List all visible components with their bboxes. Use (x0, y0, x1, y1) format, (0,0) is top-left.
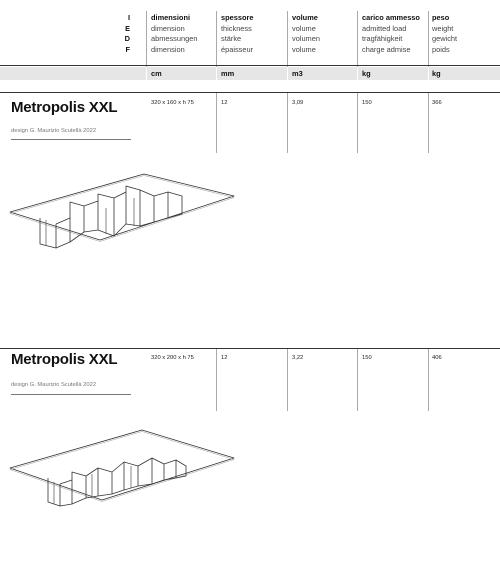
column-label-en: thickness (221, 23, 252, 33)
unit-dimension: cm (151, 69, 162, 78)
unit-divider (287, 67, 288, 80)
spec-thickness: 12 (221, 355, 228, 361)
table-line-drawing (8, 168, 238, 268)
product-designer: design G. Maurizio Scutellà 2022 (11, 128, 97, 134)
row-top-rule (0, 348, 500, 349)
column-label-en: weight (432, 23, 454, 33)
column-label-it: carico ammesso (362, 13, 420, 22)
spec-weight: 406 (432, 355, 442, 361)
lang-code-it: I (127, 13, 130, 22)
unit-thickness: mm (221, 69, 235, 78)
spec-dimension: 320 x 200 x h 75 (151, 355, 194, 361)
column-label-de: gewicht (432, 34, 458, 44)
product-designer: design G. Maurizio Scutellà 2022 (11, 382, 97, 388)
lang-code-fr: F (125, 44, 130, 54)
lang-code-de: D (124, 34, 130, 44)
column-label-fr: épaisseur (221, 44, 254, 54)
column-weight-header (432, 13, 457, 55)
column-label-fr: dimension (151, 44, 185, 54)
column-dimension-header (151, 13, 197, 55)
column-divider (287, 93, 288, 153)
column-label-de: tragfähigkeit (362, 34, 403, 44)
spec-volume: 3,22 (292, 355, 304, 361)
unit-divider (146, 67, 147, 80)
unit-divider (357, 67, 358, 80)
column-divider (287, 349, 288, 411)
spec-load: 150 (362, 100, 372, 106)
lang-code-en: E (125, 23, 130, 33)
designer-underline (11, 139, 131, 140)
column-label-it: volume (292, 13, 318, 22)
column-label-fr: charge admise (362, 44, 411, 54)
designer-underline (11, 394, 131, 395)
unit-divider (428, 67, 429, 80)
unit-divider (216, 67, 217, 80)
column-label-de: abmessungen (151, 34, 198, 44)
column-volume-header (292, 13, 320, 55)
header-rule (0, 65, 500, 66)
column-label-en: admitted load (362, 23, 407, 33)
product-name: Metropolis XXL (11, 99, 118, 116)
column-divider (357, 349, 358, 411)
unit-weight: kg (432, 69, 441, 78)
product-name: Metropolis XXL (11, 351, 118, 368)
unit-load: kg (362, 69, 371, 78)
column-label-fr: poids (432, 44, 450, 54)
spec-dimension: 320 x 160 x h 75 (151, 100, 194, 106)
column-divider (216, 349, 217, 411)
column-divider (357, 93, 358, 153)
column-thickness-header (221, 13, 253, 55)
column-label-it: spessore (221, 13, 254, 22)
column-label-en: volume (292, 23, 316, 33)
column-label-it: dimensioni (151, 13, 191, 22)
spec-load: 150 (362, 355, 372, 361)
spec-weight: 366 (432, 100, 442, 106)
unit-volume: m3 (292, 69, 303, 78)
table-line-drawing (8, 428, 238, 538)
column-divider (428, 93, 429, 153)
spec-thickness: 12 (221, 100, 228, 106)
column-divider (428, 349, 429, 411)
column-divider (216, 93, 217, 153)
row-top-rule (0, 92, 500, 93)
column-label-de: volumen (292, 34, 320, 44)
column-label-en: dimension (151, 23, 185, 33)
spec-volume: 3,09 (292, 100, 304, 106)
unit-band (0, 67, 500, 80)
column-label-fr: volume (292, 44, 316, 54)
column-label-de: stärke (221, 34, 242, 44)
column-load-header (362, 13, 420, 55)
column-label-it: peso (432, 13, 450, 22)
